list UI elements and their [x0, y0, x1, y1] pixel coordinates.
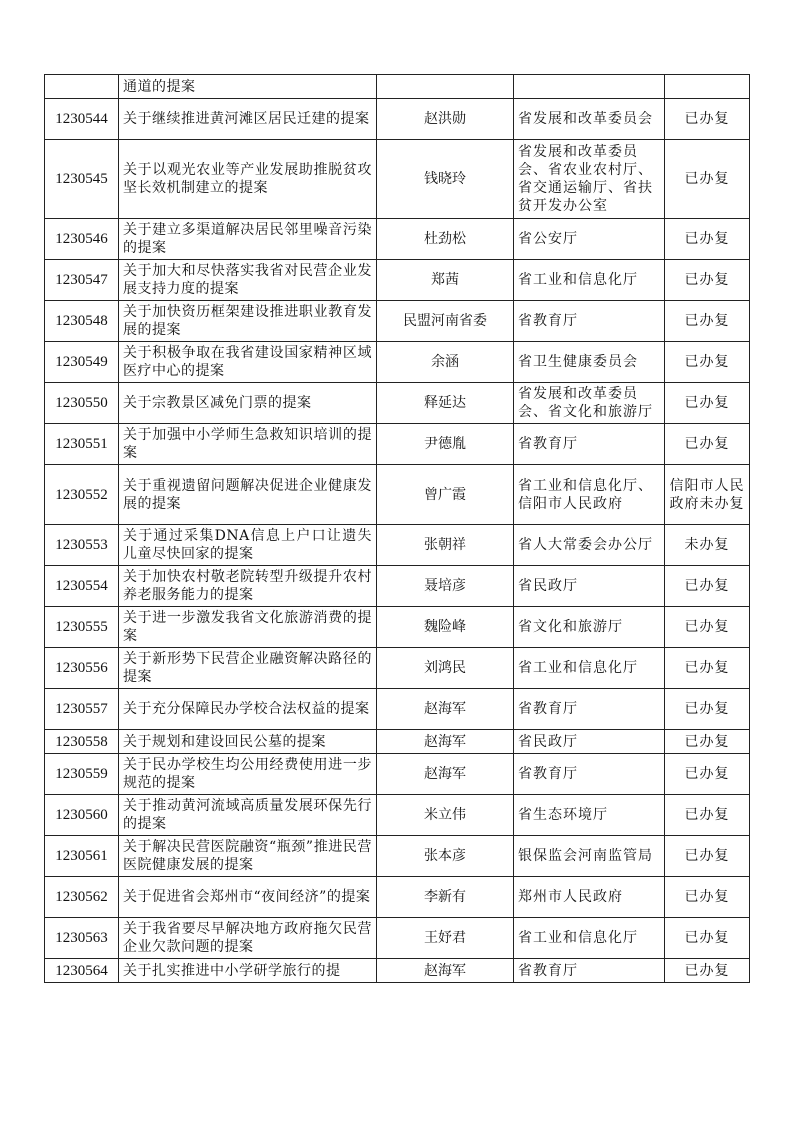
proposal-title: 关于建立多渠道解决居民邻里噪音污染的提案 — [119, 219, 377, 260]
proposer: 张朝祥 — [377, 525, 514, 566]
status: 已办复 — [665, 383, 750, 424]
table-row — [45, 140, 750, 219]
table-row — [45, 566, 750, 607]
status: 已办复 — [665, 424, 750, 465]
status: 已办复 — [665, 730, 750, 754]
status: 已办复 — [665, 566, 750, 607]
table-row — [45, 648, 750, 689]
proposal-number: 1230564 — [45, 959, 119, 983]
handling-department: 省工业和信息化厅 — [514, 648, 665, 689]
handling-department: 省工业和信息化厅、信阳市人民政府 — [514, 465, 665, 525]
proposal-number: 1230559 — [45, 754, 119, 795]
table-row — [45, 689, 750, 730]
status: 已办复 — [665, 219, 750, 260]
table-row — [45, 607, 750, 648]
table-row — [45, 877, 750, 918]
status: 已办复 — [665, 99, 750, 140]
proposer: 赵海军 — [377, 730, 514, 754]
status: 已办复 — [665, 754, 750, 795]
handling-department: 省教育厅 — [514, 301, 665, 342]
table-row — [45, 99, 750, 140]
proposer: 余涵 — [377, 342, 514, 383]
handling-department: 省公安厅 — [514, 219, 665, 260]
proposer: 魏险峰 — [377, 607, 514, 648]
proposal-number: 1230557 — [45, 689, 119, 730]
proposer: 王妤君 — [377, 918, 514, 959]
proposer: 释延达 — [377, 383, 514, 424]
proposal-number: 1230555 — [45, 607, 119, 648]
proposer: 刘鸿民 — [377, 648, 514, 689]
proposer: 赵海军 — [377, 754, 514, 795]
proposer: 赵洪勋 — [377, 99, 514, 140]
proposal-number: 1230546 — [45, 219, 119, 260]
proposer: 聂培彦 — [377, 566, 514, 607]
proposer: 尹德胤 — [377, 424, 514, 465]
table-row — [45, 754, 750, 795]
proposal-table — [44, 74, 750, 983]
proposal-title: 关于积极争取在我省建设国家精神区域医疗中心的提案 — [119, 342, 377, 383]
status: 已办复 — [665, 959, 750, 983]
table-row — [45, 465, 750, 525]
status — [665, 75, 750, 99]
proposal-title: 通道的提案 — [119, 75, 377, 99]
proposal-title: 关于规划和建设回民公墓的提案 — [119, 730, 377, 754]
proposal-title: 关于进一步激发我省文化旅游消费的提案 — [119, 607, 377, 648]
status: 已办复 — [665, 648, 750, 689]
table-row — [45, 75, 750, 99]
proposer: 李新有 — [377, 877, 514, 918]
status: 已办复 — [665, 140, 750, 219]
handling-department: 省生态环境厅 — [514, 795, 665, 836]
proposal-number: 1230552 — [45, 465, 119, 525]
proposal-number: 1230553 — [45, 525, 119, 566]
proposal-number: 1230544 — [45, 99, 119, 140]
proposal-title: 关于通过采集DNA信息上户口让遗失儿童尽快回家的提案 — [119, 525, 377, 566]
proposer: 张本彦 — [377, 836, 514, 877]
status: 未办复 — [665, 525, 750, 566]
proposal-number: 1230556 — [45, 648, 119, 689]
handling-department: 省卫生健康委员会 — [514, 342, 665, 383]
proposal-title: 关于推动黄河流域高质量发展环保先行的提案 — [119, 795, 377, 836]
proposal-title: 关于加快农村敬老院转型升级提升农村养老服务能力的提案 — [119, 566, 377, 607]
proposer: 民盟河南省委 — [377, 301, 514, 342]
table-row — [45, 301, 750, 342]
handling-department: 省文化和旅游厅 — [514, 607, 665, 648]
proposal-title: 关于加快资历框架建设推进职业教育发展的提案 — [119, 301, 377, 342]
handling-department: 省工业和信息化厅 — [514, 918, 665, 959]
status: 已办复 — [665, 689, 750, 730]
proposer: 钱晓玲 — [377, 140, 514, 219]
status: 已办复 — [665, 301, 750, 342]
handling-department: 省教育厅 — [514, 689, 665, 730]
proposal-number: 1230547 — [45, 260, 119, 301]
handling-department: 省发展和改革委员会、省文化和旅游厅 — [514, 383, 665, 424]
proposal-number: 1230561 — [45, 836, 119, 877]
status: 已办复 — [665, 260, 750, 301]
proposal-title: 关于民办学校生均公用经费使用进一步规范的提案 — [119, 754, 377, 795]
proposal-title: 关于新形势下民营企业融资解决路径的提案 — [119, 648, 377, 689]
proposal-number: 1230554 — [45, 566, 119, 607]
handling-department: 银保监会河南监管局 — [514, 836, 665, 877]
status: 已办复 — [665, 607, 750, 648]
handling-department: 郑州市人民政府 — [514, 877, 665, 918]
handling-department: 省人大常委会办公厅 — [514, 525, 665, 566]
proposal-number: 1230560 — [45, 795, 119, 836]
table-row — [45, 424, 750, 465]
proposal-title: 关于加大和尽快落实我省对民营企业发展支持力度的提案 — [119, 260, 377, 301]
proposal-title: 关于宗教景区减免门票的提案 — [119, 383, 377, 424]
proposal-title: 关于促进省会郑州市“夜间经济”的提案 — [119, 877, 377, 918]
handling-department: 省教育厅 — [514, 424, 665, 465]
status: 信阳市人民政府未办复 — [665, 465, 750, 525]
proposal-number: 1230563 — [45, 918, 119, 959]
proposal-title: 关于扎实推进中小学研学旅行的提 — [119, 959, 377, 983]
status: 已办复 — [665, 918, 750, 959]
proposal-title: 关于继续推进黄河滩区居民迁建的提案 — [119, 99, 377, 140]
proposer — [377, 75, 514, 99]
table-row — [45, 525, 750, 566]
handling-department: 省民政厅 — [514, 566, 665, 607]
table-row — [45, 836, 750, 877]
handling-department: 省民政厅 — [514, 730, 665, 754]
status: 已办复 — [665, 342, 750, 383]
proposal-number: 1230548 — [45, 301, 119, 342]
handling-department: 省工业和信息化厅 — [514, 260, 665, 301]
proposal-number: 1230550 — [45, 383, 119, 424]
proposer: 赵海军 — [377, 959, 514, 983]
handling-department: 省发展和改革委员会 — [514, 99, 665, 140]
proposal-title: 关于解决民营医院融资“瓶颈”推进民营医院健康发展的提案 — [119, 836, 377, 877]
table-row — [45, 795, 750, 836]
proposer: 米立伟 — [377, 795, 514, 836]
handling-department: 省教育厅 — [514, 959, 665, 983]
status: 已办复 — [665, 836, 750, 877]
table-row — [45, 918, 750, 959]
proposal-title: 关于以观光农业等产业发展助推脱贫攻坚长效机制建立的提案 — [119, 140, 377, 219]
proposal-number — [45, 75, 119, 99]
handling-department — [514, 75, 665, 99]
proposer: 杜劲松 — [377, 219, 514, 260]
proposal-number: 1230558 — [45, 730, 119, 754]
table-row — [45, 219, 750, 260]
handling-department: 省发展和改革委员会、省农业农村厅、省交通运输厅、省扶贫开发办公室 — [514, 140, 665, 219]
proposal-title: 关于加强中小学师生急救知识培训的提案 — [119, 424, 377, 465]
handling-department: 省教育厅 — [514, 754, 665, 795]
proposal-number: 1230551 — [45, 424, 119, 465]
proposal-number: 1230562 — [45, 877, 119, 918]
table-row — [45, 730, 750, 754]
status: 已办复 — [665, 877, 750, 918]
proposal-number: 1230545 — [45, 140, 119, 219]
proposal-title: 关于重视遗留问题解决促进企业健康发展的提案 — [119, 465, 377, 525]
table-row — [45, 260, 750, 301]
proposer: 赵海军 — [377, 689, 514, 730]
proposal-number: 1230549 — [45, 342, 119, 383]
status: 已办复 — [665, 795, 750, 836]
proposer: 郑茜 — [377, 260, 514, 301]
proposal-title: 关于我省要尽早解决地方政府拖欠民营企业欠款问题的提案 — [119, 918, 377, 959]
table-row — [45, 342, 750, 383]
proposal-title: 关于充分保障民办学校合法权益的提案 — [119, 689, 377, 730]
proposer: 曾广霞 — [377, 465, 514, 525]
table-row — [45, 383, 750, 424]
table-row — [45, 959, 750, 983]
